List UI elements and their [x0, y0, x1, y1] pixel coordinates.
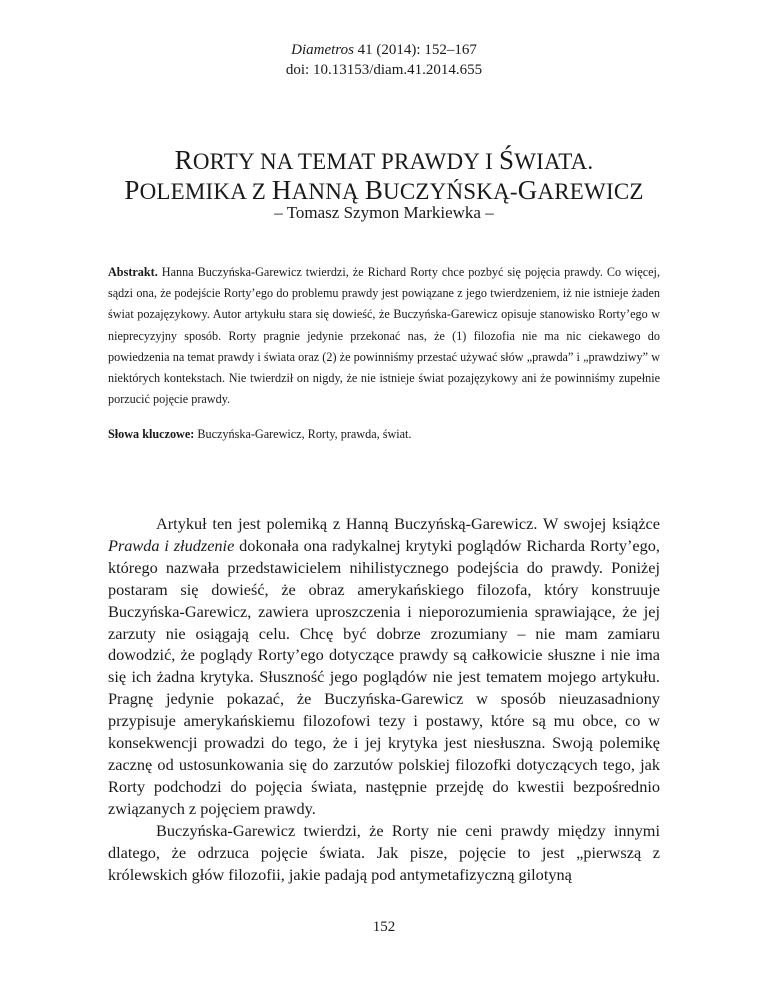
author-name: – Tomasz Szymon Markiewka –: [274, 203, 494, 222]
keywords: [108, 427, 660, 442]
title-segment: P: [124, 175, 140, 205]
paragraph-2: Buczyńska-Garewicz twierdzi, że Rorty nie ceni prawdy między innymi dlatego, że odrzuca pojęcie świata. Jak pisze, pojęcie to jest „pierwszą z królewskich głów filozofii, jakie padają pod antymetafizyczną gilotyną: [108, 820, 660, 884]
citation-line: [0, 40, 768, 60]
paragraph-1: Artykuł ten jest polemiką z Hanną Buczyńską-Garewicz. W swojej książce Prawda i złudzenie dokonała ona radykalnej krytyki poglądów Richarda Rorty’ego, którego nazwała przedstawicielem nihilistycznego podejścia do prawdy. Poniżej postaram się dowieść, że obraz amerykańskiego filozofa, który konstruuje Buczyńska-Garewicz, zawiera uproszczenia i nieporozumienia sprawiające, że jej zarzuty nie osiągają celu. Chcę być dobrze zrozumiany – nie mam zamiaru dowodzić, że poglądy Rorty’ego dotyczące prawdy są całkowicie słuszne i nie ima się ich żadna krytyka. Słuszność jego poglądów nie jest tematem mojego artykułu. Pragnę jedynie pokazać, że Buczyńska-Garewicz w sposób nieuzasadniony przypisuje amerykańskiemu filozofowi tezy i postawy, które są mu obce, co w konsekwencji prowadzi do tego, że i jej krytyka jest niesłuszna. Swoją polemikę zacznę od ustosunkowania się do zarzutów polskiej filozofki dotyczących tego, jak Rorty podchodzi do pojęcia świata, następnie przejdę do kwestii bezpośrednio związanych z pojęciem prawdy.: [108, 514, 660, 818]
keywords-label: Słowa kluczowe:: [108, 427, 195, 441]
title-segment: ANNĄ: [291, 179, 365, 204]
citation-details: 41 (2014): 152–167: [353, 42, 477, 58]
book-title: Prawda i złudzenie: [108, 535, 235, 555]
title-segment: H: [271, 175, 292, 205]
title-segment: ORTY NA TEMAT PRAWDY I: [192, 149, 499, 174]
abstract-text: Hanna Buczyńska-Garewicz twierdzi, że Richard Rorty chce pozbyć się pojęcia prawdy. Co więcej, sądzi ona, że podejście Rorty’ego do problemu prawdy jest powiązane z jego twierdzeniem, iż nie istnieje żaden świat pozajęzykowy. Autor artykułu stara się dowieść, że Buczyńska-Garewicz opisuje stanowisko Rorty’ego w nieprecyzyjny sposób. Rorty pragnie jedynie przekonać nas, że (1) filozofia nie ma nic ciekawego do powiedzenia na temat prawdy i świata oraz (2) że powinniśmy przestać używać słów „prawda” i „prawdziwy” w niektórych kontekstach. Nie twierdził on nigdy, że nie istnieje świat pozajęzykowy ani że powinniśmy zupełnie porzucić pojęcie prawdy.: [108, 265, 660, 407]
title-segment: AREWICZ: [537, 179, 644, 204]
abstract-label: Abstrakt.: [108, 265, 158, 279]
doi-line: doi: 10.13153/diam.41.2014.655: [285, 62, 483, 78]
article-body: [108, 513, 660, 885]
page-number: 152: [372, 919, 396, 935]
abstract: [108, 262, 660, 410]
title-line-1: [0, 146, 768, 176]
title-segment: OLEMIKA Z: [139, 179, 272, 204]
title-segment: R: [174, 145, 193, 175]
article-title: [0, 146, 768, 206]
title-segment: B: [364, 175, 384, 205]
title-segment: UCZYŃSKĄ-: [383, 179, 518, 204]
title-segment: Ś: [498, 145, 515, 175]
title-segment: WIATA.: [514, 149, 594, 174]
journal-name: Diametros: [291, 42, 354, 58]
keywords-text: Buczyńska-Garewicz, Rorty, prawda, świat.: [194, 427, 412, 441]
title-segment: G: [517, 175, 538, 205]
journal-header: [0, 40, 768, 80]
title-line-2: [0, 176, 768, 206]
